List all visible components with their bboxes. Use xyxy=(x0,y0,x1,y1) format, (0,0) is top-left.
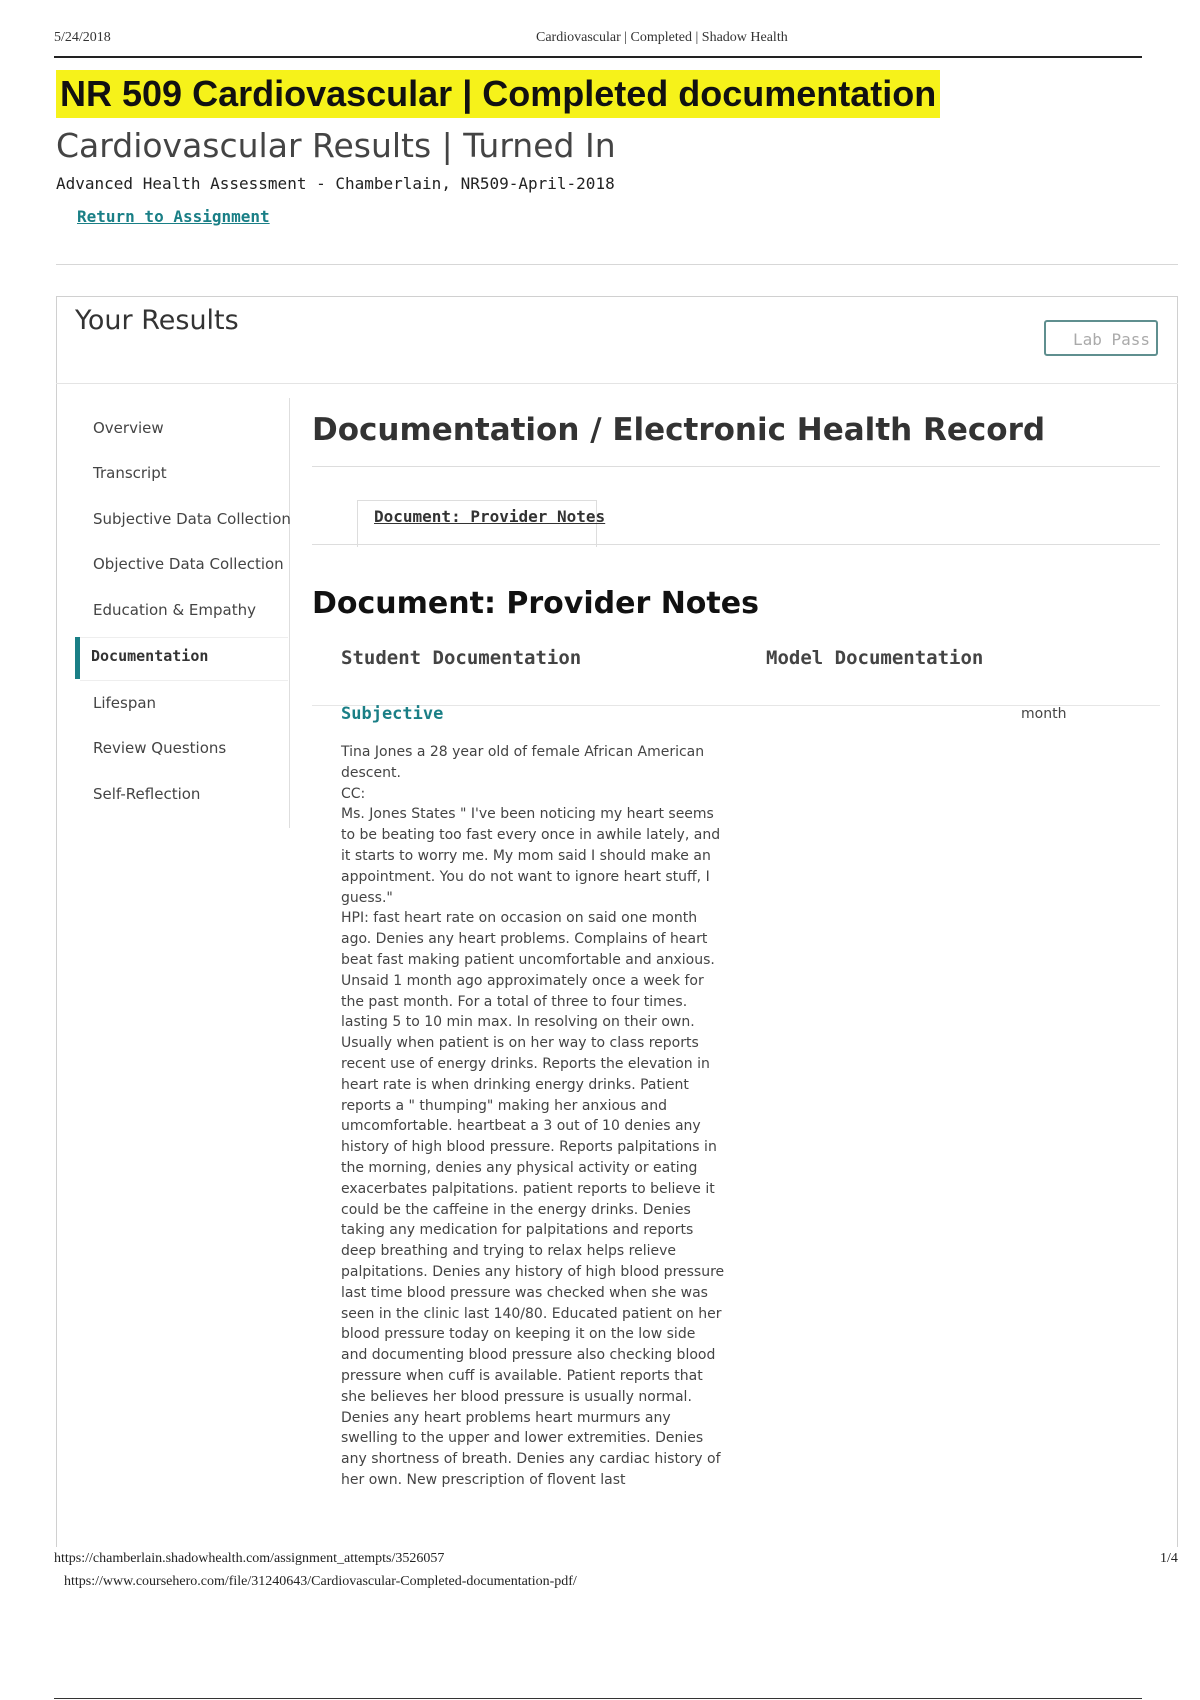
sidebar-item-education-empathy[interactable]: Education & Empathy xyxy=(93,601,256,619)
course-subtitle: Advanced Health Assessment - Chamberlain, NR509-April-2018 xyxy=(56,174,615,193)
panel-divider xyxy=(56,383,1178,384)
section-heading: Document: Provider Notes xyxy=(312,586,759,621)
highlighted-title: NR 509 Cardiovascular | Completed documentation xyxy=(56,70,940,118)
tab-divider xyxy=(312,544,1160,545)
subjective-label: Subjective xyxy=(341,704,444,724)
page-title: Cardiovascular Results | Turned In xyxy=(56,126,616,165)
sidebar-item-lifespan[interactable]: Lifespan xyxy=(93,694,157,712)
divider xyxy=(56,264,1178,265)
results-title: Your Results xyxy=(75,305,239,336)
bottom-rule xyxy=(54,1698,1142,1699)
sidebar-item-overview[interactable]: Overview xyxy=(93,419,164,437)
model-documentation-header: Model Documentation xyxy=(766,647,984,669)
header-divider xyxy=(54,56,1142,58)
sidebar-item-subjective-data-collection[interactable]: Subjective Data Collection xyxy=(93,510,291,528)
lab-pass-button[interactable]: Lab Pass xyxy=(1044,320,1158,356)
print-header-title: Cardiovascular | Completed | Shadow Health xyxy=(536,30,788,45)
print-date: 5/24/2018 xyxy=(54,30,111,45)
student-subjective-text: Tina Jones a 28 year old of female African American descent. CC: Ms. Jones States " I've been noticing my heart seems to be beating too fast every once in awhile lately, and it starts to worry me. My mom said I should make an appointment. You do not want to ignore heart stuff, I guess." HPI: fast heart rate on occasion on said one month ago. Denies any heart problems. Complains of heart beat fast making patient uncomfortable and anxious. Unsaid 1 month ago approximately once a week for the past month. For a total of three to four times. lasting 5 to 10 min max. In resolving on their own. Usually when patient is on her way to class reports recent use of energy drinks. Reports the elevation in heart rate is when drinking energy drinks. Patient reports a " thumping" making her anxious and umcomfortable. heartbeat a 3 out of 10 denies any history of high blood pressure. Reports palpitations in the morning, denies any physical activity or eating exacerbates palpitations. patient reports to believe it could be the caffeine in the energy drinks. Denies taking any medication for palpitations and reports deep breathing and trying to relax helps relieve palpitations. Denies any history of high blood pressure last time blood pressure was checked when she was seen in the clinic last 140/80. Educated patient on her blood pressure today on keeping it on the low side and documenting blood pressure also checking blood pressure when cuff is available. Patient reports that she believes her blood pressure is usually normal. Denies any heart problems heart murmurs any swelling to the upper and lower extremities. Denies any shortness of breath. Denies any cardiac history of her own. New prescription of flovent last xyxy=(341,744,725,1488)
sidebar-item-transcript[interactable]: Transcript xyxy=(93,464,167,482)
sidebar-item-self-reflection[interactable]: Self-Reflection xyxy=(93,785,201,803)
sidebar-divider xyxy=(289,398,290,828)
return-to-assignment-link[interactable]: Return to Assignment xyxy=(77,207,270,226)
page-number: 1/4 xyxy=(1160,1551,1178,1566)
heading-divider xyxy=(312,466,1160,467)
sidebar-item-review-questions[interactable]: Review Questions xyxy=(93,739,227,757)
sidebar-item-documentation[interactable]: Documentation xyxy=(91,647,209,665)
sidebar-item-objective-data-collection[interactable]: Objective Data Collection xyxy=(93,555,284,573)
documentation-heading: Documentation / Electronic Health Record xyxy=(312,412,1046,448)
tab-provider-notes-label[interactable]: Document: Provider Notes xyxy=(374,507,606,526)
footer-url: https://chamberlain.shadowhealth.com/assignment_attempts/3526057 xyxy=(54,1551,445,1566)
model-text-fragment: month xyxy=(1021,706,1067,722)
source-url: https://www.coursehero.com/file/31240643/Cardiovascular-Completed-documentation-pdf/ xyxy=(64,1574,577,1589)
student-documentation-header: Student Documentation xyxy=(341,647,582,669)
